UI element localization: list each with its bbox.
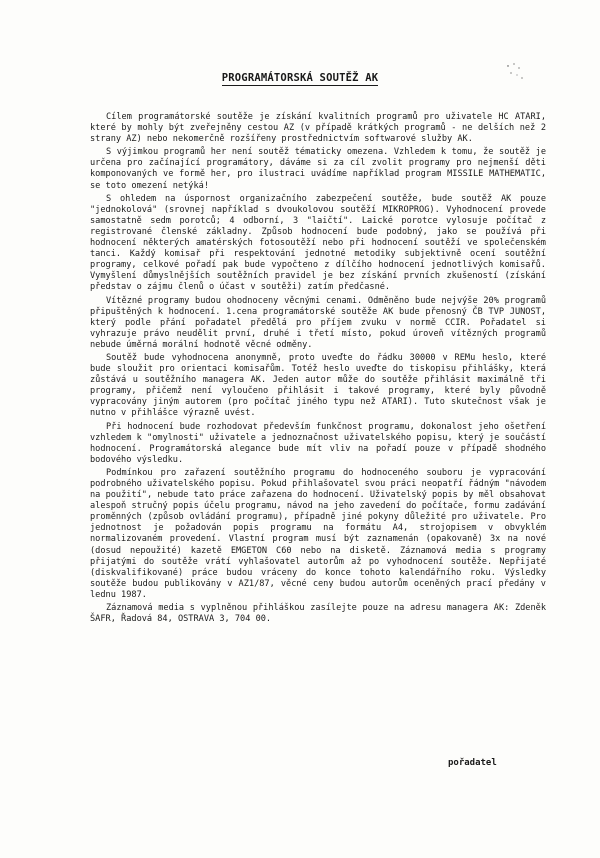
paragraph-anonymity: Soutěž bude vyhodnocena anonymně, proto uveďte do řádku 30000 v REMu heslo, které bude sloužit pro orientaci komisařům. Totéž heslo uveďte do tiskopisu přihlášky, která zůstává u soutěžního managera AK. Jeden autor může do soutěže přihlásit maximálně tři programy, přičemž není vyloučeno přihlásit i takové programy, které byly původně vypracovány jiným autorem (pro počítač jiného typu než ATARI). Tuto skutečnost však je nutno v přihlášce výrazně uvést.: [90, 352, 546, 419]
document-title: [0, 72, 600, 84]
signature: pořadatel: [448, 758, 497, 768]
paragraph-address: Záznamová media s vyplněnou přihláškou zasílejte pouze na adresu managera AK: Zdeněk ŠAFR, Řadová 84, OSTRAVA 3, 704 00.: [90, 603, 546, 625]
paragraph-evaluation: S ohledem na úspornost organizačního zabezpečení soutěže, bude soutěž AK pouze "jednokolová" (srovnej například s dvoukolovou soutěží MIKROPROG). Vyhodnocení provede samostatně sedm porotců; 4 odborní, 3 "laičtí". Laické porotce vylosuje počítač z registrované členské základny. Způsob hodnocení bude podobný, jako se používá při hodnocení některých amatérských fotosoutěží nebo při hodnocení soutěží ve společenském tanci. Každý komisař při respektování jednotné metodiky subjektivně ocení soutěžní programy, celkové pořadí pak bude vypočteno z dílčího hodnocení jednotlivých komisařů. Vymyšlení důmyslnějších soutěžních pravidel je bez získání prvních zkušeností (získání představ o zájmu členů o účast v soutěži) zatím předčasné.: [90, 193, 546, 293]
document-title-text: PROGRAMÁTORSKÁ SOUTĚŽ AK: [221, 72, 379, 84]
document-body: [90, 112, 546, 627]
paragraph-conditions: Podmínkou pro zařazení soutěžního programu do hodnoceného souboru je vypracování podrobného uživatelského popisu. Pokud přihlašovatel svou práci neopatří řádným "návodem na použití", nebude tato práce zařazena do hodnocení. Uživatelský popis by měl obsahovat alespoň stručný popis účelu programu, návod na jeho zavedení do počítače, formu zadávání proměnných (způsob ovládání programu), případně jiné pokyny důležité pro uživatele. Pro jednotnost je požadován popis programu na formátu A4, strojopisem v obvyklém normalizovaném provedení. Vlastní program musí být zaznamenán (opakovaně) 3x na nové (dosud nepoužité) kazetě EMGETON C60 nebo na disketě. Záznamová media s programy přijatými do soutěže vrátí vyhlašovatel autorům až po vyhodnocení soutěže. Nepřijaté (diskvalifikované) práce budou vráceny do konce tohoto kalendářního roku. Výsledky soutěže budou publikovány v AZ1/87, věcné ceny budou autorům oceněných prací předány v lednu 1987.: [90, 467, 546, 600]
paragraph-prizes: Vítězné programy budou ohodnoceny věcnými cenami. Odměněno bude nejvýše 20% programů připuštěných k hodnocení. 1.cena programátorské soutěže AK bude přenosný ČB TVP JUNOST, který podle přání pořadatel předělá pro příjem zvuku v normě CCIR. Pořadatel si vyhrazuje právo neudělit první, druhé i třetí místo, pokud úroveň vítězných programů nebude úměrná morální hodnotě věcné odměny.: [90, 295, 546, 350]
paragraph-scope: S výjimkou programů her není soutěž tématicky omezena. Vzhledem k tomu, že soutěž je určena pro začínající programátory, dáváme si za cíl zvolit programy pro nejmenší děti komponovaných ve formě her, pro ilustraci uvádíme například program MISSILE MATHEMATIC, se toto omezení netýká!: [90, 147, 546, 191]
paragraph-criteria: Při hodnocení bude rozhodovat především funkčnost programu, dokonalost jeho ošetření vzhledem k "omylnosti" uživatele a jednoznačnost uživatelského popisu, který je součástí hodnocení. Programátorská alegance bude mít vliv na pořadí pouze v případě shodného bodového výsledku.: [90, 421, 546, 465]
paragraph-goal: Cílem programátorské soutěže je získání kvalitních programů pro uživatele HC ATARI, které by mohly být zveřejněny cestou AZ (v případě krátkých programů - ne delších než 2 strany AZ) nebo nekomerčně rozšířeny prostřednictvím softwarové služby AK.: [90, 112, 546, 145]
